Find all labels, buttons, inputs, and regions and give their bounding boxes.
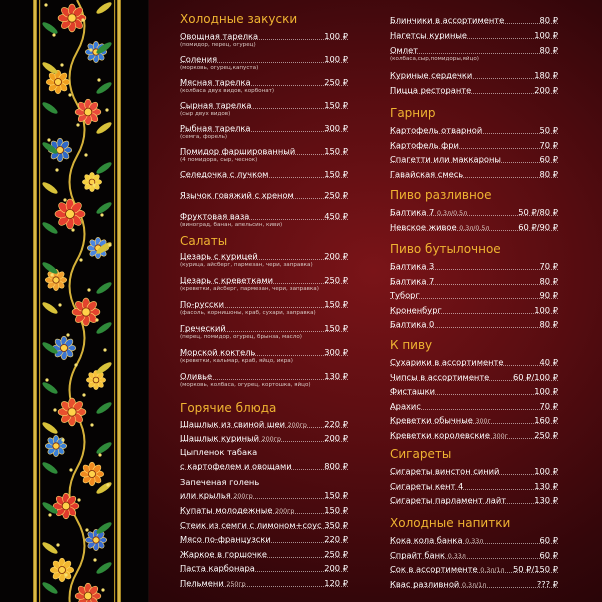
item-name-text: Фисташки — [390, 386, 436, 396]
item-name-text: Балтика 3 — [390, 261, 435, 271]
menu-item-row — [390, 549, 558, 561]
item-name — [180, 504, 294, 518]
item-name-text: Картофель отварной — [390, 125, 483, 135]
menu-item-row — [390, 480, 558, 492]
item-name-text: Омлет — [390, 45, 419, 55]
item-name-text: Шашлык из свиной шеи — [180, 419, 285, 429]
item-name-text: Сок в ассортименте — [390, 564, 478, 574]
item-name — [390, 371, 489, 383]
item-price: 100 ₽ — [534, 304, 558, 315]
item-name — [180, 548, 267, 560]
menu-item-row — [180, 504, 348, 516]
section-title: Салаты — [180, 234, 228, 248]
item-name — [180, 432, 281, 446]
item-name — [390, 84, 471, 96]
item-name — [390, 480, 463, 492]
menu-item-row — [180, 460, 348, 472]
item-name — [180, 210, 249, 222]
item-name-text: Сухарики в ассортименте — [390, 357, 504, 367]
item-portion: 200гр — [287, 422, 307, 429]
item-name — [390, 429, 508, 443]
item-name-text: Рыбная тарелка — [180, 123, 251, 133]
item-name-text: Помидор фаршированный — [180, 146, 296, 156]
menu-item-row — [390, 275, 558, 287]
item-name-text: Креветки обычные — [390, 415, 473, 425]
menu-item-row — [390, 356, 558, 368]
menu-item-row — [180, 53, 348, 65]
item-name-text: Соления — [180, 54, 218, 64]
item-name-text: Гавайская смесь — [390, 168, 464, 179]
item-price: 50 ₽ — [539, 125, 558, 135]
item-price: 70 ₽ — [539, 139, 558, 150]
item-price: 250 ₽ — [324, 77, 348, 87]
item-price: 250 ₽ — [324, 190, 348, 200]
menu-item-row — [180, 577, 348, 589]
menu-item-row — [390, 494, 558, 506]
item-name — [180, 76, 251, 88]
item-portion: 0.33л — [465, 538, 484, 545]
item-price: 70 ₽ — [539, 400, 558, 411]
item-price: 130 ₽ — [534, 480, 558, 491]
section-title: Холодные закуски — [180, 12, 298, 26]
item-name — [180, 460, 292, 472]
menu-item-row — [180, 168, 348, 180]
section-title: Горячие блюда — [180, 401, 277, 415]
item-name — [390, 318, 434, 330]
menu-item-row — [390, 221, 558, 233]
item-name — [180, 346, 255, 358]
item-portion: 0.3л/1л — [480, 567, 505, 574]
item-name — [180, 168, 268, 180]
menu-item-row — [390, 371, 558, 383]
item-name — [390, 139, 459, 151]
item-portion: 300г — [492, 432, 508, 440]
item-name-text: Греческий — [180, 323, 226, 333]
item-price: 80 ₽ — [539, 275, 558, 286]
menu-item-row — [180, 30, 348, 42]
menu-item-row — [390, 29, 558, 41]
menu-item-row — [390, 318, 558, 330]
item-name-text: Стеик из семги с лимоном+соус — [180, 520, 322, 530]
item-name-text: Нагетсы куриные — [390, 30, 468, 40]
item-name — [180, 418, 307, 432]
menu-item-row — [390, 414, 558, 426]
menu-item-row — [390, 84, 558, 96]
item-name — [180, 99, 251, 111]
item-price: 130 ₽ — [324, 371, 348, 381]
item-name — [180, 489, 253, 503]
item-portion: 300г — [475, 418, 491, 425]
item-price: 200 ₽ — [534, 85, 558, 95]
item-description: (фасоль, корнишоны, краб, сухари, заправка) — [180, 310, 316, 316]
menu-item-row — [390, 578, 558, 590]
menu-item-row — [180, 418, 348, 430]
section-title: Сигареты — [390, 447, 452, 461]
menu-item-row — [180, 274, 348, 286]
item-name-text: Паста карбонара — [180, 563, 255, 573]
menu-item-row — [390, 139, 558, 151]
item-name-text: Селедочка с лучком — [180, 169, 269, 179]
item-name — [390, 549, 466, 563]
item-name-text: Чипсы в ассортименте — [390, 371, 490, 382]
item-name — [180, 30, 258, 42]
item-price: 100 ₽ — [534, 386, 558, 396]
menu-item-row — [390, 534, 558, 546]
item-name-text: Арахис — [390, 400, 421, 411]
item-price: 130 ₽ — [534, 495, 558, 505]
menu-item-row — [390, 206, 558, 218]
item-price: 300 ₽ — [324, 347, 348, 357]
item-name — [390, 578, 486, 592]
item-name-text: Шашлык куриный — [180, 433, 259, 443]
item-name — [390, 206, 467, 220]
item-price: 200 ₽ — [324, 563, 348, 573]
item-description: (колбаса двух видов, корбонат) — [180, 88, 275, 94]
item-name-text: По-русски — [180, 299, 225, 309]
item-price: ??? ₽ — [536, 578, 558, 589]
item-name — [180, 53, 217, 65]
item-price: 90 ₽ — [539, 290, 558, 300]
item-description: (курица, айсберг, пармезан, чери, заправка) — [180, 262, 313, 268]
item-name — [180, 274, 273, 286]
menu-item-row — [390, 124, 558, 136]
item-name — [180, 122, 251, 134]
item-price: 80 ₽ — [539, 45, 558, 55]
item-name — [390, 29, 467, 41]
item-price: 180 ₽ — [534, 70, 558, 80]
item-name-text: Туборг — [390, 290, 420, 300]
item-price: 60 ₽/100 ₽ — [512, 371, 558, 382]
item-name-text: Язычок говяжий с хреном — [180, 190, 294, 200]
menu-item-row — [180, 489, 348, 501]
item-price: 100 ₽ — [534, 466, 558, 476]
item-price: 300 ₽ — [324, 123, 348, 133]
item-portion: 250гр — [226, 581, 246, 588]
item-price: 60 ₽ — [539, 154, 558, 164]
item-price: 160 ₽ — [534, 415, 558, 425]
menu-item-row — [390, 289, 558, 301]
item-name — [390, 275, 434, 287]
item-name-text: Балтика 7 — [390, 207, 435, 217]
item-name-text: Сигареты винстон синий — [390, 466, 500, 476]
item-price: 70 ₽ — [539, 261, 558, 271]
item-name-text: Кока кола банка — [390, 535, 463, 545]
menu-item-row — [180, 519, 348, 531]
item-portion: 200гр — [233, 493, 253, 500]
item-name — [390, 124, 482, 136]
item-name — [390, 69, 472, 81]
menu-item-row — [390, 563, 558, 575]
item-name-text: Оливье — [180, 371, 213, 381]
item-name-text: Кроненбург — [390, 304, 442, 315]
item-price: 200 ₽ — [324, 433, 348, 443]
floral-ornament-image — [0, 0, 148, 602]
item-name — [390, 153, 501, 165]
item-price: 200 ₽ — [324, 251, 348, 261]
item-description: (виноград, банан, апельсин, киви) — [180, 222, 283, 228]
item-price: 60 ₽ — [539, 535, 558, 545]
item-name — [180, 298, 224, 310]
item-description: (морковь, колбаса, огурец, кортошка, яйцо) — [180, 382, 311, 388]
item-portion: 200гр — [261, 436, 281, 443]
item-name-text: Балтика 7 — [390, 275, 435, 286]
item-price: 150 ₽ — [324, 490, 348, 500]
item-name — [390, 563, 504, 577]
item-price: 60 ₽/90 ₽ — [518, 221, 558, 232]
item-price: 150 ₽ — [324, 169, 348, 179]
item-name — [390, 356, 503, 368]
item-portion: 0.3л/1л — [461, 581, 487, 589]
item-portion: 200гр — [275, 508, 295, 515]
item-price: 120 ₽ — [324, 578, 348, 588]
item-name-text: Мясная тарелка — [180, 77, 251, 87]
menu-item-row — [390, 304, 558, 316]
item-price: 60 ₽ — [539, 549, 558, 560]
menu-item-row — [180, 122, 348, 134]
item-price: 150 ₽ — [324, 146, 348, 156]
item-name-text: Морской коктель — [180, 347, 256, 357]
item-name-text: Овощная тарелка — [180, 31, 259, 41]
item-name-text: Жаркое в горшочке — [180, 549, 268, 559]
item-description: (4 помидора, сыр, чеснок) — [180, 157, 258, 163]
item-name — [180, 562, 255, 574]
item-name — [180, 533, 271, 545]
item-price: 250 ₽ — [534, 429, 558, 440]
section-title: К пиву — [390, 338, 433, 352]
item-name — [390, 534, 483, 548]
menu-item-row — [390, 400, 558, 412]
menu-item-row — [180, 432, 348, 444]
item-name — [180, 519, 322, 531]
menu-item-row — [390, 429, 558, 441]
item-name-text: Мясо по-французски — [180, 534, 271, 544]
item-price: 150 ₽ — [324, 505, 348, 515]
item-price: 100 ₽ — [534, 30, 558, 40]
menu-item-row — [390, 385, 558, 397]
item-price: 80 ₽ — [539, 15, 558, 25]
item-name — [390, 494, 506, 506]
item-name-text: Пицца ресторанте — [390, 85, 472, 95]
item-description: (морковь, огурец,капуста) — [180, 65, 259, 71]
item-name-text: Картофель фри — [390, 139, 459, 150]
menu-item-row — [180, 99, 348, 111]
item-price: 80 ₽ — [539, 168, 558, 179]
item-name-text: Фруктовая ваза — [180, 211, 250, 221]
menu-item-row — [180, 533, 348, 545]
item-name-text: Куриные сердечки — [390, 70, 473, 80]
item-portion: 0.3л/0.5л — [459, 224, 490, 232]
item-name — [390, 385, 435, 397]
item-price: 250 ₽ — [324, 549, 348, 559]
item-price: 350 ₽ — [324, 520, 348, 530]
item-price: 50 ₽/150 ₽ — [512, 564, 558, 574]
item-price: 50 ₽/80 ₽ — [518, 207, 558, 217]
item-name — [180, 189, 294, 201]
item-description: (колбаса,сыр,помидоры,яйцо) — [390, 56, 479, 62]
section-title: Пиво бутылочное — [390, 242, 501, 256]
item-price: 80 ₽ — [539, 319, 558, 329]
item-price: 100 ₽ — [324, 54, 348, 64]
menu-item-row — [180, 145, 348, 157]
item-name-line: Цыпленок табака — [180, 447, 258, 457]
item-price: 40 ₽ — [539, 357, 558, 367]
item-name-text: или крылья — [180, 490, 231, 500]
floral-ornament-panel — [0, 0, 149, 602]
item-description: (перец, помидор, огурец, брынза, масло) — [180, 334, 302, 340]
item-name — [180, 145, 295, 157]
menu-item-row — [390, 168, 558, 180]
menu-item-row — [390, 153, 558, 165]
item-name-text: Цезарь с курицей — [180, 251, 258, 261]
menu-item-row — [180, 562, 348, 574]
section-title: Холодные напитки — [390, 516, 511, 530]
item-name-text: с картофелем и овощами — [180, 461, 292, 471]
item-description: (помидор, перец, огурец) — [180, 42, 256, 48]
menu-item-row — [390, 260, 558, 272]
item-name — [180, 250, 258, 262]
item-name-text: Сырная тарелка — [180, 100, 252, 110]
item-name — [180, 322, 226, 334]
item-name — [390, 44, 418, 56]
item-name — [180, 577, 246, 591]
item-name-text: Спрайт банк — [390, 549, 446, 560]
item-name-text: Купаты молодежные — [180, 505, 273, 515]
item-name — [390, 465, 499, 477]
section-title: Гарнир — [390, 106, 436, 120]
item-name — [390, 289, 420, 301]
item-portion: 0.33л — [447, 552, 466, 560]
menu-item-row — [180, 189, 348, 201]
item-description: (креветки, кальмар, краб, яйцо, икра) — [180, 358, 293, 364]
item-name-text: Спагетти или маккароны — [390, 154, 501, 164]
menu-item-row — [390, 465, 558, 477]
item-price: 150 ₽ — [324, 299, 348, 309]
item-name — [390, 400, 421, 412]
item-price: 100 ₽ — [324, 31, 348, 41]
section-title: Пиво разливное — [390, 188, 492, 202]
item-name — [390, 14, 504, 26]
menu-item-row — [390, 14, 558, 26]
item-name — [390, 168, 463, 180]
item-price: 220 ₽ — [324, 419, 348, 429]
item-name — [390, 221, 489, 235]
item-price: 250 ₽ — [324, 275, 348, 285]
item-name — [390, 260, 434, 272]
item-description: (креветки, айсберг, пармезан, чери, заправка) — [180, 286, 319, 292]
item-name — [390, 304, 442, 316]
item-name — [390, 414, 491, 428]
item-price: 220 ₽ — [324, 534, 348, 544]
menu-item-row — [390, 69, 558, 81]
item-name-text: Сигареты кент 4 — [390, 480, 464, 491]
item-name-text: Невское живое — [390, 221, 457, 232]
item-name-text: Цезарь с креветками — [180, 275, 273, 285]
item-description: (семга, форель) — [180, 134, 228, 140]
item-price: 150 ₽ — [324, 100, 348, 110]
item-portion: 0.3л/0.5л — [436, 210, 468, 217]
item-price: 450 ₽ — [324, 211, 348, 221]
item-name-text: Блинчики в ассортименте — [390, 15, 505, 25]
item-price: 800 ₽ — [324, 461, 348, 471]
item-name — [180, 370, 212, 382]
item-name-text: Пельмени — [180, 578, 224, 588]
item-name-line: Запеченая голень — [180, 477, 260, 487]
item-name-text: Квас разливной — [390, 578, 460, 589]
item-name-text: Креветки королевские — [390, 429, 490, 440]
menu-item-row — [180, 548, 348, 560]
item-description: (сыр двух видов) — [180, 111, 231, 117]
item-price: 150 ₽ — [324, 323, 348, 333]
item-name-text: Балтика 0 — [390, 319, 435, 329]
item-name-text: Сигареты парламент лайт — [390, 495, 507, 505]
